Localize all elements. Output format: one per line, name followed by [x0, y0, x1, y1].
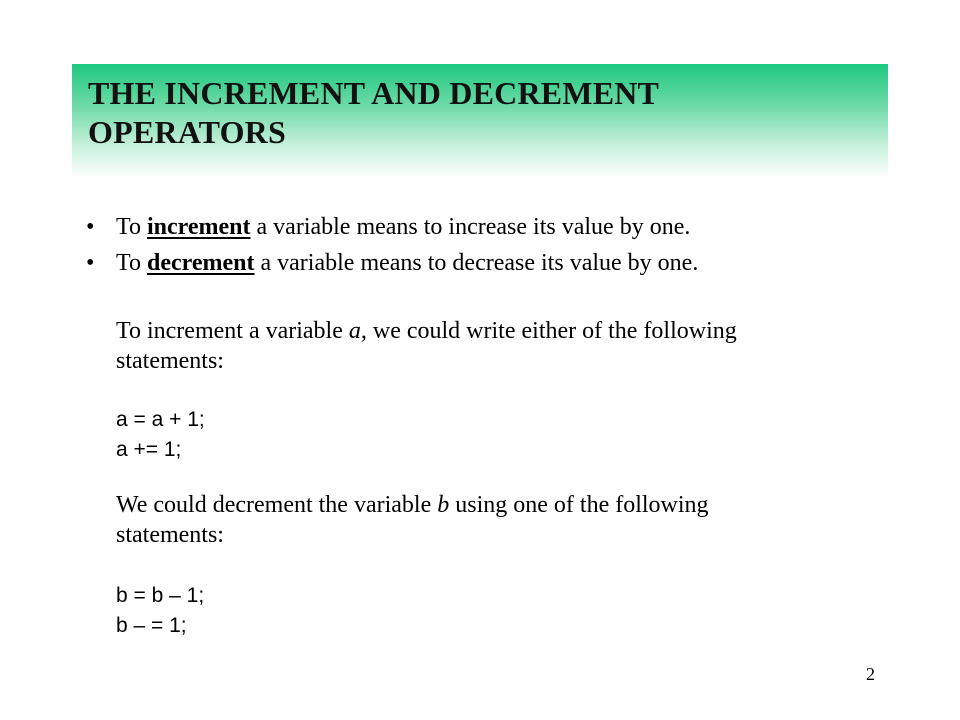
bullet-marker: •: [86, 250, 95, 276]
decrement-intro-line-2: statements:: [116, 522, 224, 548]
bullet-marker: •: [86, 214, 95, 240]
increment-code-line-2: a += 1;: [116, 438, 182, 461]
page-number: 2: [866, 664, 875, 684]
bullet-text-prefix: To: [116, 214, 147, 240]
decrement-intro-text-2: using one of the following: [449, 492, 709, 518]
increment-intro-text-2: we could write either of the following: [366, 318, 737, 344]
slide-title-line-1: THE INCREMENT AND DECREMENT: [88, 75, 660, 111]
increment-intro-text: To increment a variable: [116, 318, 349, 344]
decrement-code-line-1: b = b – 1;: [116, 584, 205, 607]
increment-intro-line-2: statements:: [116, 348, 224, 374]
increment-code-line-1: a = a + 1;: [116, 408, 205, 431]
bullet-text-suffix: a variable means to decrease its value by one.: [254, 250, 699, 276]
decrement-intro-text: We could decrement the variable: [116, 492, 438, 518]
decrement-code-line-2: b – = 1;: [116, 614, 187, 637]
decrement-intro-line-1: [116, 490, 709, 520]
bullet-text-suffix: a variable means to increase its value by one.: [250, 214, 691, 240]
keyword-increment: increment: [146, 214, 251, 240]
keyword-decrement: decrement: [146, 250, 255, 276]
slide-title-line-2: OPERATORS: [88, 114, 286, 150]
increment-intro-line-1: [116, 316, 737, 346]
bullet-text-prefix: To: [116, 250, 147, 276]
variable-b: b: [437, 492, 450, 518]
variable-a: a,: [348, 318, 367, 344]
bullet-increment-definition: [86, 212, 690, 242]
bullet-decrement-definition: [86, 248, 698, 278]
title-banner: [72, 64, 888, 178]
slide-title: [88, 74, 659, 152]
